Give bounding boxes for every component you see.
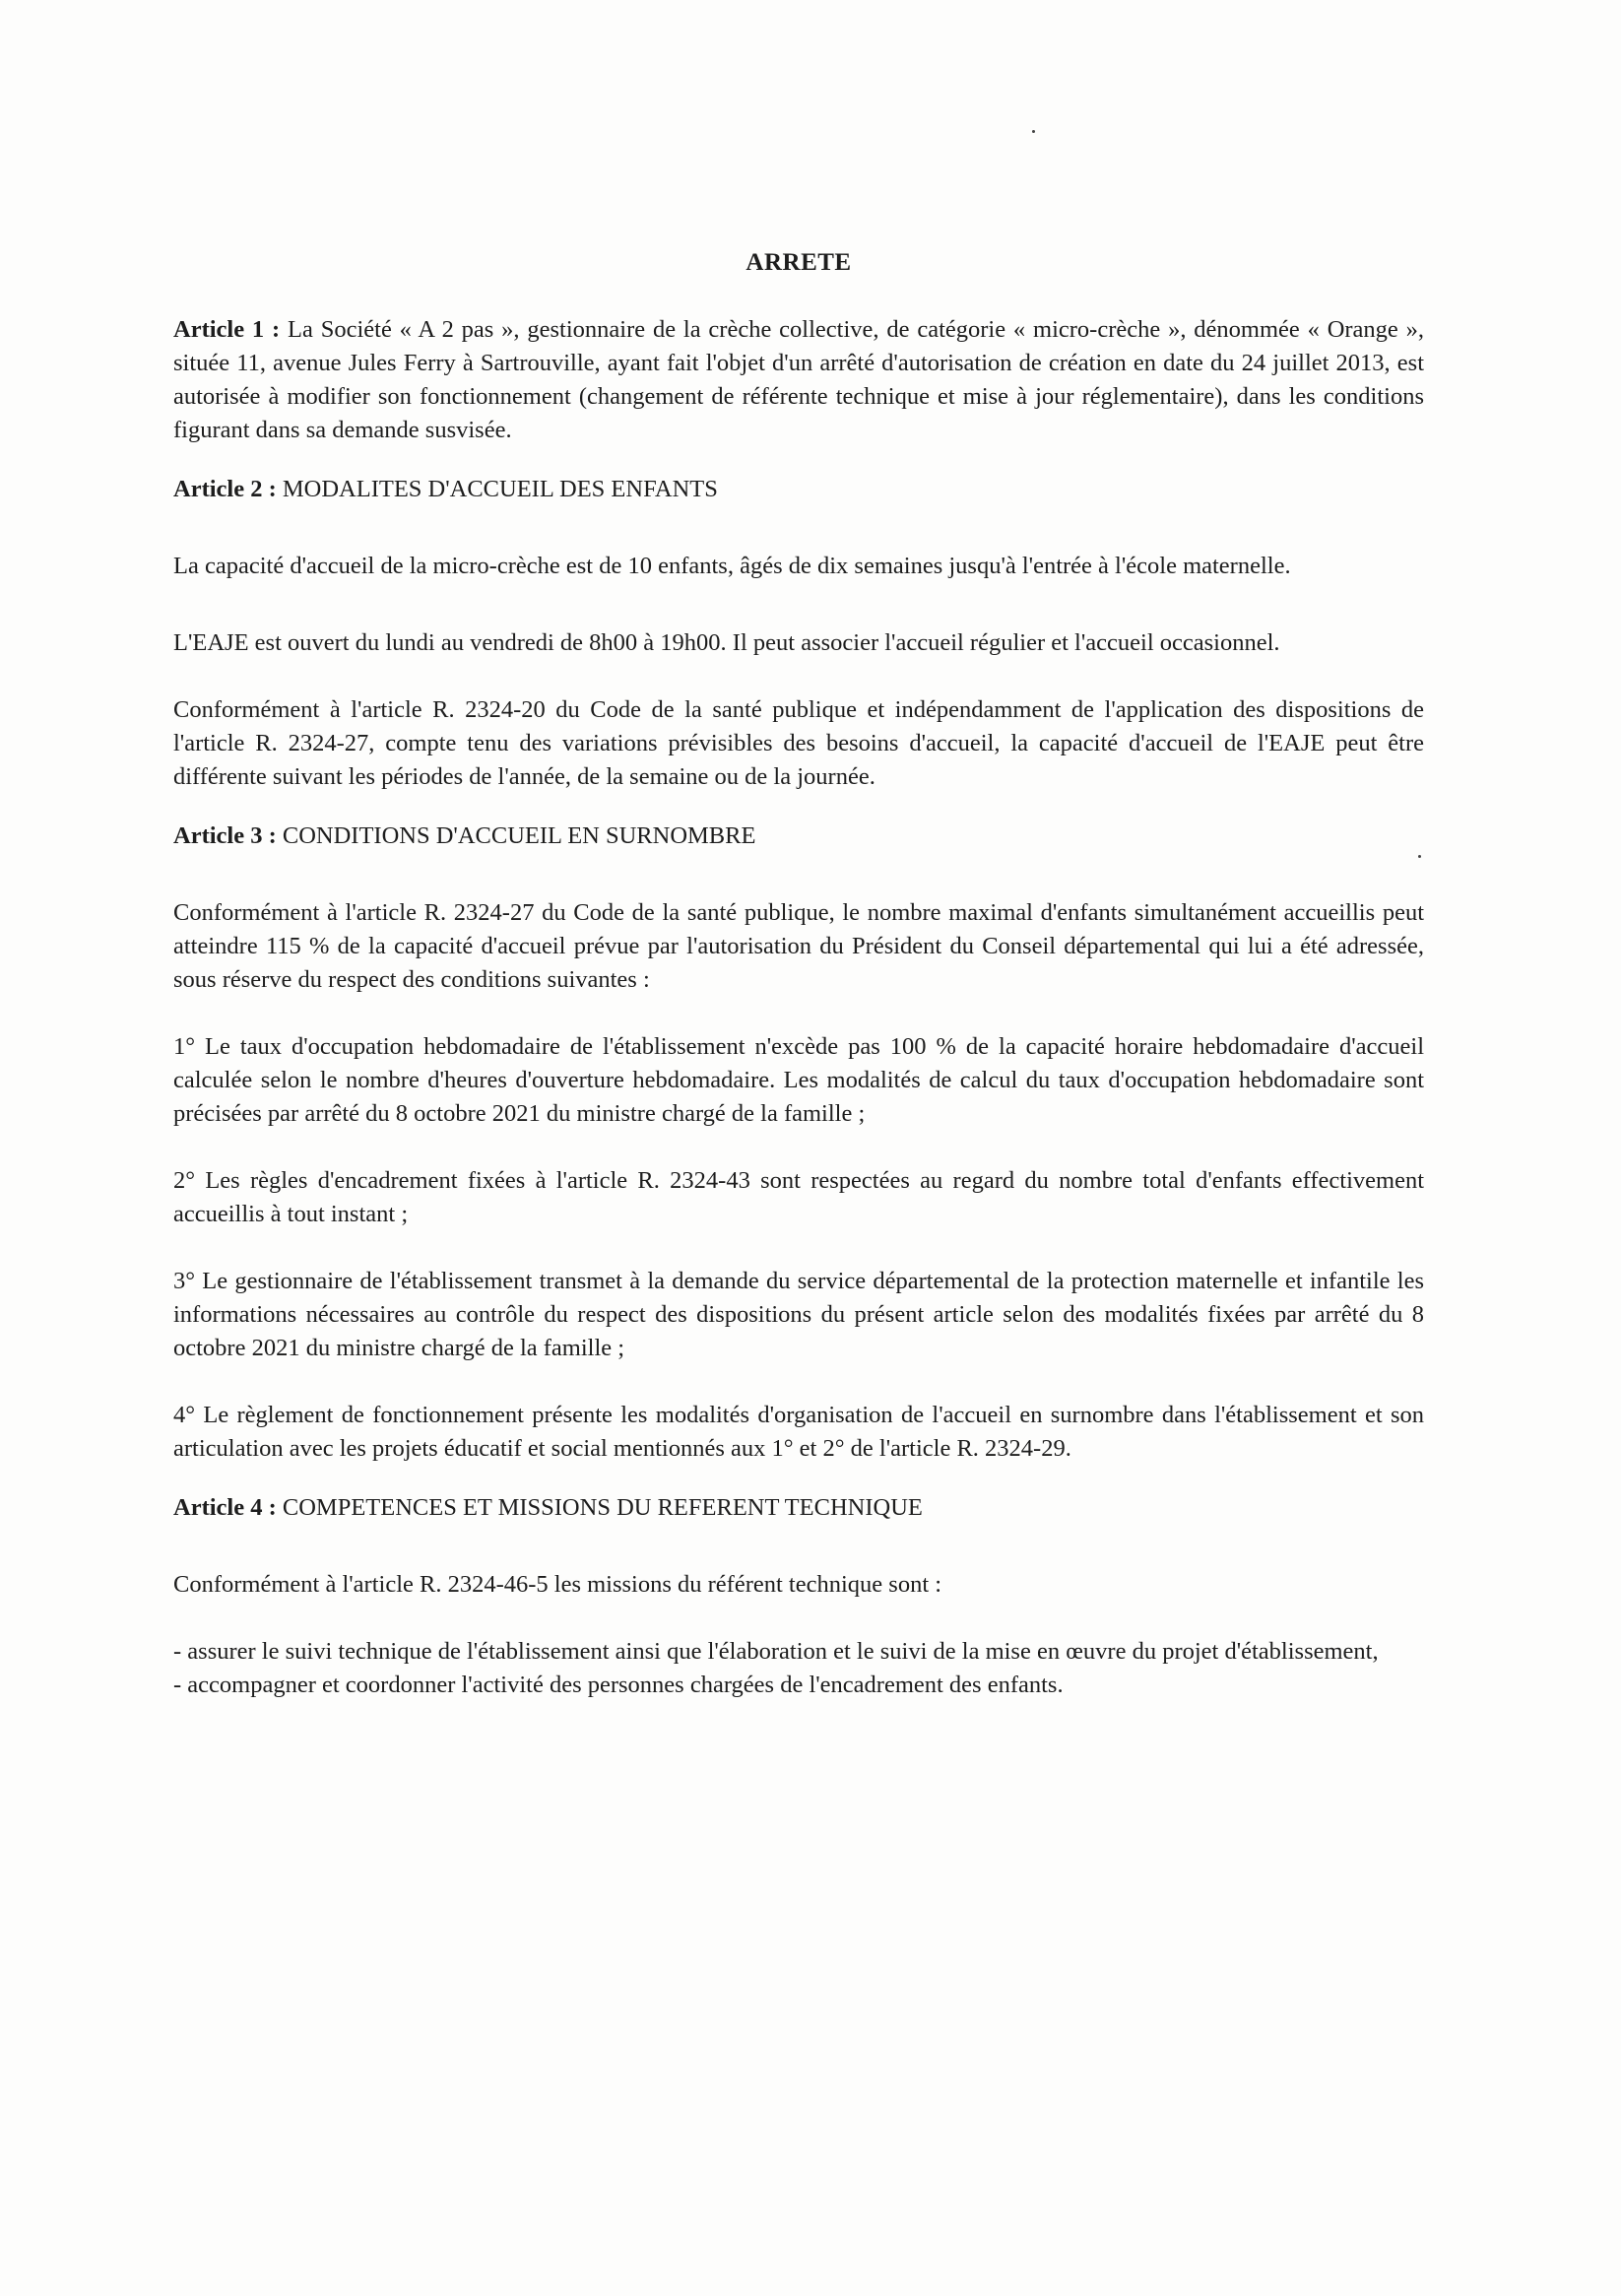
article-3-condition-2: 2° Les règles d'encadrement fixées à l'article R. 2324-43 sont respectées au regard du nombre total d'enfants effectivement accueillis à tout instant ; [173,1167,1424,1227]
article-2-paragraph-1: La capacité d'accueil de la micro-crèche est de 10 enfants, âgés de dix semaines jusqu'à l'entrée à l'école maternelle. [173,553,1291,579]
article-2-paragraph-2: L'EAJE est ouvert du lundi au vendredi de 8h00 à 19h00. Il peut associer l'accueil régulier et l'accueil occasionnel. [173,629,1280,656]
article-1 [173,313,1424,447]
article-3-title: CONDITIONS D'ACCUEIL EN SURNOMBRE [282,822,756,849]
article-2-title: MODALITES D'ACCUEIL DES ENFANTS [282,476,718,502]
article-4-intro: Conformément à l'article R. 2324-46-5 les missions du référent technique sont : [173,1571,942,1598]
article-4-heading [173,1491,1424,1525]
article-4-title: COMPETENCES ET MISSIONS DU REFERENT TECHNIQUE [282,1494,923,1521]
article-4-label: Article 4 : [173,1494,277,1521]
document-body [173,246,1424,1702]
article-2-label: Article 2 : [173,476,277,502]
article-3-condition-1: 1° Le taux d'occupation hebdomadaire de l'établissement n'excède pas 100 % de la capacité horaire hebdomadaire d'accueil calculée selon le nombre d'heures d'ouverture hebdomadaire. Les modalités de calcul du taux d'occupation hebdomadaire sont précisées par arrêté du 8 octobre 2021 du ministre chargé de la famille ; [173,1033,1424,1127]
article-2-heading [173,473,1424,506]
article-3-heading [173,820,1424,853]
article-3-label: Article 3 : [173,822,277,849]
article-1-text: La Société « A 2 pas », gestionnaire de la crèche collective, de catégorie « micro-crèche », dénommée « Orange », située 11, avenue Jules Ferry à Sartrouville, ayant fait l'objet d'un arrêté d'autorisation de création en date du 24 juillet 2013, est autorisée à modifier son fonctionnement (changement de référente technique et mise à jour réglementaire), dans les conditions figurant dans sa demande susvisée. [173,316,1425,443]
document-title: ARRETE [746,249,852,276]
article-4-mission-1: - assurer le suivi technique de l'établissement ainsi que l'élaboration et le suivi de la mise en œuvre du projet d'établissement, [173,1638,1379,1665]
article-3-intro: Conformément à l'article R. 2324-27 du Code de la santé publique, le nombre maximal d'enfants simultanément accueillis peut atteindre 115 % de la capacité d'accueil prévue par l'autorisation du Président du Conseil départemental qui lui a été adressée, sous réserve du respect des conditions suivantes : [173,899,1424,993]
article-1-label: Article 1 : [173,316,281,343]
article-3-condition-3: 3° Le gestionnaire de l'établissement transmet à la demande du service départemental de la protection maternelle et infantile les informations nécessaires au contrôle du respect des dispositions du présent article selon des modalités fixées par arrêté du 8 octobre 2021 du ministre chargé de la famille ; [173,1268,1424,1361]
article-3-condition-4: 4° Le règlement de fonctionnement présente les modalités d'organisation de l'accueil en surnombre dans l'établissement et son articulation avec les projets éducatif et social mentionnés aux 1° et 2° de l'article R. 2324-29. [173,1402,1424,1462]
article-4-mission-2: - accompagner et coordonner l'activité des personnes chargées de l'encadrement des enfants. [173,1672,1064,1698]
article-2-paragraph-3: Conformément à l'article R. 2324-20 du Code de la santé publique et indépendamment de l'application des dispositions de l'article R. 2324-27, compte tenu des variations prévisibles des besoins d'accueil, la capacité d'accueil de l'EAJE peut être différente suivant les périodes de l'année, de la semaine ou de la journée. [173,696,1424,790]
scan-speck [1032,130,1035,133]
